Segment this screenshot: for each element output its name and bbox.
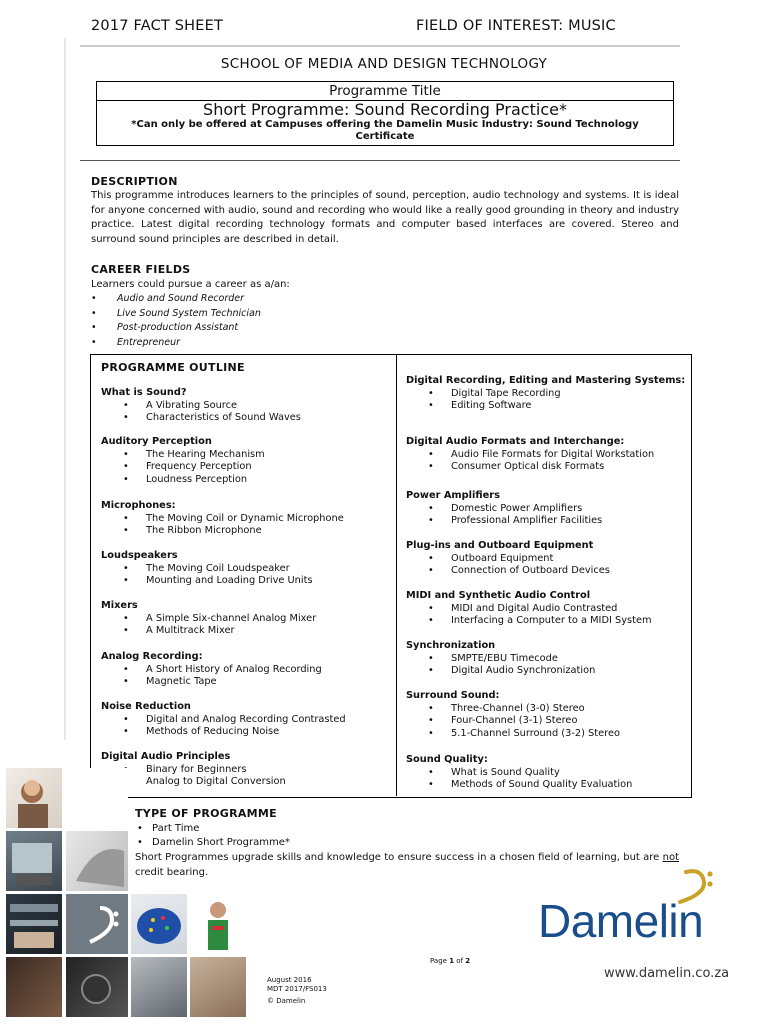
outline-section bbox=[406, 754, 696, 792]
outline-section bbox=[101, 500, 391, 538]
list-item: • Methods of Reducing Noise bbox=[101, 726, 391, 739]
list-item: • Binary for Beginners bbox=[101, 764, 391, 777]
list-item: • Analog to Digital Conversion bbox=[101, 776, 391, 789]
photo-tile bbox=[6, 831, 62, 891]
list-item: • Professional Amplifier Facilities bbox=[406, 515, 696, 528]
outline-section-title: MIDI and Synthetic Audio Control bbox=[406, 590, 591, 601]
type-list bbox=[135, 822, 290, 850]
outline-section-title: Auditory Perception bbox=[101, 436, 212, 447]
list-item: • A Short History of Analog Recording bbox=[101, 664, 391, 677]
list-item: • Connection of Outboard Devices bbox=[406, 565, 696, 578]
type-text-not: not bbox=[662, 852, 679, 863]
career-list bbox=[91, 292, 261, 350]
page-prefix: Page bbox=[430, 957, 447, 965]
programme-note: *Can only be offered at Campuses offering the Damelin Music Industry: Sound Technology Certificate bbox=[131, 119, 639, 142]
outline-column-divider bbox=[396, 354, 397, 796]
career-heading: CAREER FIELDS bbox=[91, 263, 191, 276]
list-item: • The Hearing Mechanism bbox=[101, 449, 391, 462]
field-of-interest: FIELD OF INTEREST: MUSIC bbox=[416, 18, 616, 34]
photo-tile bbox=[131, 957, 187, 1017]
outline-section bbox=[101, 600, 391, 638]
outline-heading: PROGRAMME OUTLINE bbox=[101, 361, 245, 374]
list-item: • Three-Channel (3-0) Stereo bbox=[406, 703, 696, 716]
list-item: • Consumer Optical disk Formats bbox=[406, 461, 696, 474]
outline-item-list bbox=[101, 400, 391, 426]
outline-section bbox=[406, 590, 696, 628]
outline-section-title: Digital Audio Formats and Interchange: bbox=[406, 436, 625, 447]
list-item: • A Multitrack Mixer bbox=[101, 625, 391, 638]
list-item: • Audio File Formats for Digital Workstation bbox=[406, 449, 696, 462]
list-item: • Interfacing a Computer to a MIDI System bbox=[406, 615, 696, 628]
list-item: • What is Sound Quality bbox=[406, 767, 696, 780]
page-number: 1 bbox=[449, 957, 455, 965]
footer-date: August 2016 bbox=[267, 976, 312, 984]
outline-item-list bbox=[101, 449, 391, 487]
outline-item-list bbox=[406, 603, 696, 629]
career-intro: Learners could pursue a career as a/an: bbox=[91, 279, 290, 290]
outline-item-list bbox=[101, 764, 391, 790]
photo-tile bbox=[190, 957, 246, 1017]
outline-item-list bbox=[101, 563, 391, 589]
list-item: • Entrepreneur bbox=[91, 336, 261, 351]
outline-section-title: Digital Recording, Editing and Mastering Systems: bbox=[406, 375, 686, 386]
list-item: • Frequency Perception bbox=[101, 461, 391, 474]
outline-section-title: What is Sound? bbox=[101, 387, 187, 398]
type-text-part: credit bearing. bbox=[135, 866, 209, 878]
list-item: • Mounting and Loading Drive Units bbox=[101, 575, 391, 588]
list-item: • SMPTE/EBU Timecode bbox=[406, 653, 696, 666]
photo-tile bbox=[66, 831, 128, 891]
photo-tile bbox=[66, 768, 128, 828]
outline-item-list bbox=[406, 653, 696, 679]
outline-item-list bbox=[406, 767, 696, 793]
left-margin-line bbox=[64, 38, 66, 740]
outline-section-title: Synchronization bbox=[406, 640, 496, 651]
outline-section-title: Surround Sound: bbox=[406, 690, 500, 701]
outline-section bbox=[406, 436, 696, 474]
list-item: • Magnetic Tape bbox=[101, 676, 391, 689]
programme-title-label: Programme Title bbox=[96, 81, 674, 101]
outline-item-list bbox=[101, 664, 391, 690]
page-total: 2 bbox=[465, 957, 471, 965]
outline-section bbox=[406, 540, 696, 578]
list-item: • Editing Software bbox=[406, 400, 696, 413]
photo-tile bbox=[6, 768, 62, 828]
type-text-part: Short Programmes upgrade skills and knowledge to ensure success in a chosen field of learning, but are bbox=[135, 852, 660, 863]
outline-item-list bbox=[406, 388, 696, 414]
page-indicator bbox=[430, 957, 470, 966]
school-name: SCHOOL OF MEDIA AND DESIGN TECHNOLOGY bbox=[220, 56, 548, 72]
list-item: • Loudness Perception bbox=[101, 474, 391, 487]
outline-item-list bbox=[101, 714, 391, 740]
photo-tile bbox=[66, 957, 128, 1017]
list-item: • Methods of Sound Quality Evaluation bbox=[406, 779, 696, 792]
list-item: • 5.1-Channel Surround (3-2) Stereo bbox=[406, 728, 696, 741]
list-item: • Post-production Assistant bbox=[91, 321, 261, 336]
description-heading: DESCRIPTION bbox=[91, 175, 178, 188]
list-item: • Digital Tape Recording bbox=[406, 388, 696, 401]
type-text bbox=[135, 851, 679, 880]
list-item: • Damelin Short Programme* bbox=[135, 836, 290, 850]
photo-tile bbox=[190, 894, 246, 954]
page-of: of bbox=[456, 957, 464, 965]
outline-section bbox=[406, 690, 696, 741]
outline-section bbox=[101, 651, 391, 689]
brand-clef-tile bbox=[66, 894, 128, 954]
fact-sheet-title: 2017 FACT SHEET bbox=[91, 18, 224, 34]
outline-item-list bbox=[101, 613, 391, 639]
description-text: This programme introduces learners to the principles of sound, perception, audio technology and systems. It is ideal for anyone concerned with audio, sound and recording who would like a really good grounding in theory and industry practice. Latest digital recording technology formats and computer based interfaces are covered. Stereo and surround sound principles are described in detail. bbox=[91, 190, 679, 245]
list-item: • A Vibrating Source bbox=[101, 400, 391, 413]
outline-section-title: Analog Recording: bbox=[101, 651, 203, 662]
list-item: • Digital and Analog Recording Contrasted bbox=[101, 714, 391, 727]
outline-section bbox=[101, 387, 391, 425]
brand-url[interactable]: www.damelin.co.za bbox=[604, 966, 730, 981]
outline-section-title: Sound Quality: bbox=[406, 754, 488, 765]
list-item: • Digital Audio Synchronization bbox=[406, 665, 696, 678]
type-heading: TYPE OF PROGRAMME bbox=[135, 807, 277, 820]
list-item: • Live Sound System Technician bbox=[91, 307, 261, 322]
outline-section bbox=[101, 701, 391, 739]
outline-section bbox=[101, 436, 391, 487]
programme-title-box bbox=[96, 99, 674, 146]
outline-section-title: Power Amplifiers bbox=[406, 490, 500, 501]
outline-item-list bbox=[406, 449, 696, 475]
list-item: • Characteristics of Sound Waves bbox=[101, 412, 391, 425]
outline-section-title: Microphones: bbox=[101, 500, 176, 511]
outline-section-title: Loudspeakers bbox=[101, 550, 178, 561]
outline-item-list bbox=[406, 503, 696, 529]
outline-section bbox=[406, 490, 696, 528]
photo-tile bbox=[131, 894, 187, 954]
outline-item-list bbox=[406, 703, 696, 741]
outline-section bbox=[101, 751, 391, 789]
list-item: • The Moving Coil or Dynamic Microphone bbox=[101, 513, 391, 526]
list-item: • Part Time bbox=[135, 822, 290, 836]
outline-section-title: Mixers bbox=[101, 600, 138, 611]
programme-title: Short Programme: Sound Recording Practice* bbox=[203, 100, 567, 119]
photo-tile bbox=[6, 894, 62, 954]
list-item: • Audio and Sound Recorder bbox=[91, 292, 261, 307]
list-item: • Four-Channel (3-1) Stereo bbox=[406, 715, 696, 728]
footer-copyright: © Damelin bbox=[267, 997, 306, 1005]
outline-section bbox=[101, 550, 391, 588]
outline-item-list bbox=[101, 513, 391, 539]
list-item: • MIDI and Digital Audio Contrasted bbox=[406, 603, 696, 616]
footer-code: MDT 2017/FS013 bbox=[267, 985, 327, 993]
list-item: • The Ribbon Microphone bbox=[101, 525, 391, 538]
title-rule bbox=[80, 160, 680, 161]
list-item: • Outboard Equipment bbox=[406, 553, 696, 566]
list-item: • The Moving Coil Loudspeaker bbox=[101, 563, 391, 576]
list-item: • A Simple Six-channel Analog Mixer bbox=[101, 613, 391, 626]
list-item: • Domestic Power Amplifiers bbox=[406, 503, 696, 516]
photo-tile bbox=[6, 957, 62, 1017]
damelin-logo: Damelin bbox=[538, 895, 704, 947]
outline-section bbox=[406, 375, 696, 413]
header-rule bbox=[80, 45, 680, 47]
outline-section-title: Noise Reduction bbox=[101, 701, 191, 712]
outline-section-title: Digital Audio Principles bbox=[101, 751, 231, 762]
outline-section-title: Plug-ins and Outboard Equipment bbox=[406, 540, 594, 551]
outline-section bbox=[406, 640, 696, 678]
outline-item-list bbox=[406, 553, 696, 579]
